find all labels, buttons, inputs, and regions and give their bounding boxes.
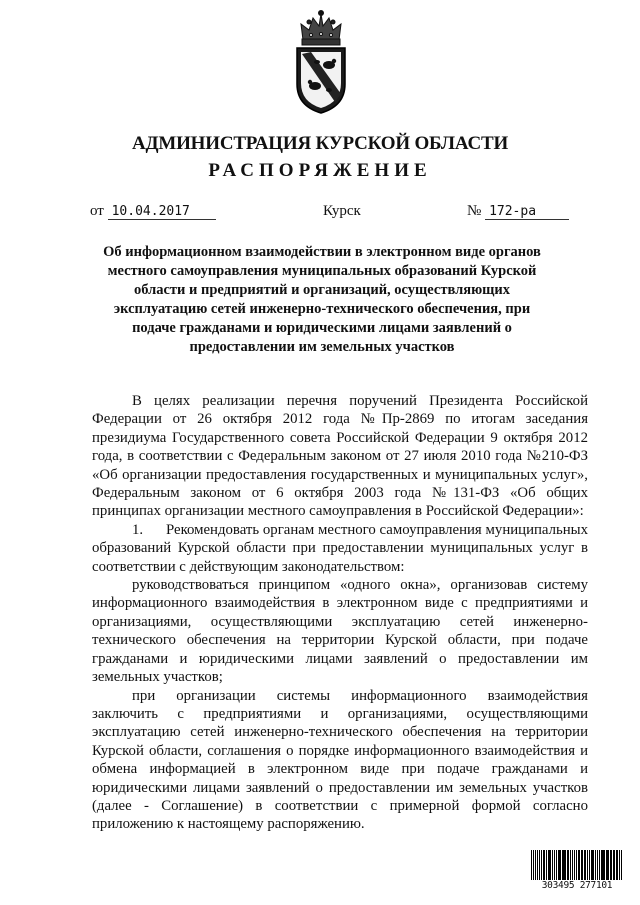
barcode-bar <box>549 850 550 880</box>
barcode-bar <box>552 850 553 880</box>
barcode-bar <box>563 850 565 880</box>
barcode-bar <box>562 850 563 880</box>
document-subject: Об информационном взаимодействии в электронном виде органов местного самоуправления муниципальных образований Курской области и предприятий и организаций, осуществляющих эксплуатацию сетей инженерно-технического обеспечения, при подаче гражданами и юридическими лицами заявлений о предоставлении им земельных участков <box>103 244 541 355</box>
barcode-bar <box>533 850 534 880</box>
barcode-bar <box>606 850 607 880</box>
barcode-bar <box>595 850 596 880</box>
recommendation-paragraph-1: руководствоваться принципом «одного окна», организовав систему информационного взаимодействия в электронном виде с предприятиями и организациями, осуществляющими эксплуатацию сетей инженерно-технического обеспечения на территории Курской области, при подаче гражданами и юридическими лицами заявлений о предоставлении им земельных участков; <box>92 577 588 686</box>
barcode-number: 303495 277101 <box>541 880 613 891</box>
barcode-bar <box>610 850 611 880</box>
barcode-bar <box>567 850 568 880</box>
barcode-bar <box>589 850 590 880</box>
barcode-bar <box>613 850 614 880</box>
preamble-paragraph: В целях реализации перечня поручений Президента Российской Федерации от 26 октября 2012 года №Пр-2869 по итогам заседания президиума Государственного совета Российской Федерации 9 октября 2012 года, в соответствии с Федеральным законом от 27 июля 2010 года №210-ФЗ «Об организации предоставления государственных и муниципальных услуг», Федеральным законом от 6 октября 2003 года №131-ФЗ «Об общих принципах организации местного самоуправления в Российской Федерации»: <box>92 393 588 520</box>
document-date <box>90 203 216 220</box>
barcode-bar <box>616 850 617 880</box>
recommendation-paragraph-2: при организации системы информационного взаимодействия заключить с предприятиями и организациями, осуществляющими эксплуатацию сетей инженерно-технического обеспечения на территории Курской области, соглашения о порядке информационного взаимодействия и обмена информацией в электронном виде при подаче гражданами и юридическими лицами заявлений о предоставлении им земельных участков (далее - Соглашение) в соответствии с примерной формой согласно приложению к настоящему распоряжению. <box>92 687 588 833</box>
barcode-bar <box>584 850 586 880</box>
document-body <box>92 392 588 834</box>
barcode-bar <box>582 850 583 880</box>
barcode-bar <box>617 850 618 880</box>
item-1-paragraph: 1. Рекомендовать органам местного самоуправления муниципальных образований Курской области при предоставлении муниципальных услуг в соответствии с действующим законодательством: <box>92 521 588 575</box>
barcode-bar <box>592 850 593 880</box>
barcode-bar <box>568 850 569 880</box>
number-prefix: № <box>467 203 482 219</box>
barcode-bar <box>543 850 545 880</box>
organization-title: АДМИНИСТРАЦИЯ КУРСКОЙ ОБЛАСТИ <box>131 133 509 154</box>
document-number <box>467 203 569 220</box>
barcode-bar <box>607 850 608 880</box>
barcode-bar <box>574 850 575 880</box>
barcode-bar <box>548 850 549 880</box>
barcode-bar <box>539 850 540 880</box>
kursk-coat-of-arms-icon <box>289 10 353 115</box>
barcode-bar <box>546 850 547 880</box>
barcode-bar <box>611 850 612 880</box>
barcode-bar <box>535 850 536 880</box>
barcode-bar <box>554 850 555 880</box>
barcode-bar <box>572 850 573 880</box>
barcode-bar <box>599 850 600 880</box>
barcode-bar <box>558 850 559 880</box>
barcode-bar <box>621 850 622 880</box>
barcode-bar <box>591 850 592 880</box>
barcode-bar <box>556 850 557 880</box>
document-city: Курск <box>323 203 361 219</box>
barcode-bar <box>576 850 577 880</box>
barcode-bar <box>537 850 538 880</box>
barcode-bar <box>581 850 582 880</box>
barcode-bar <box>559 850 560 880</box>
barcode-bars <box>531 850 623 880</box>
barcode-icon <box>531 850 623 892</box>
date-prefix: от <box>90 203 104 219</box>
barcode-bar <box>531 850 532 880</box>
barcode-bar <box>597 850 598 880</box>
barcode-bar <box>587 850 588 880</box>
barcode-bar <box>541 850 542 880</box>
barcode-bar <box>578 850 579 880</box>
barcode-bar <box>602 850 604 880</box>
document-type-title: РАСПОРЯЖЕНИЕ <box>208 160 432 181</box>
barcode-bar <box>601 850 602 880</box>
date-value: 10.04.2017 <box>108 204 216 220</box>
barcode-bar <box>619 850 620 880</box>
number-value: 172-ра <box>485 204 569 220</box>
barcode-bar <box>570 850 571 880</box>
